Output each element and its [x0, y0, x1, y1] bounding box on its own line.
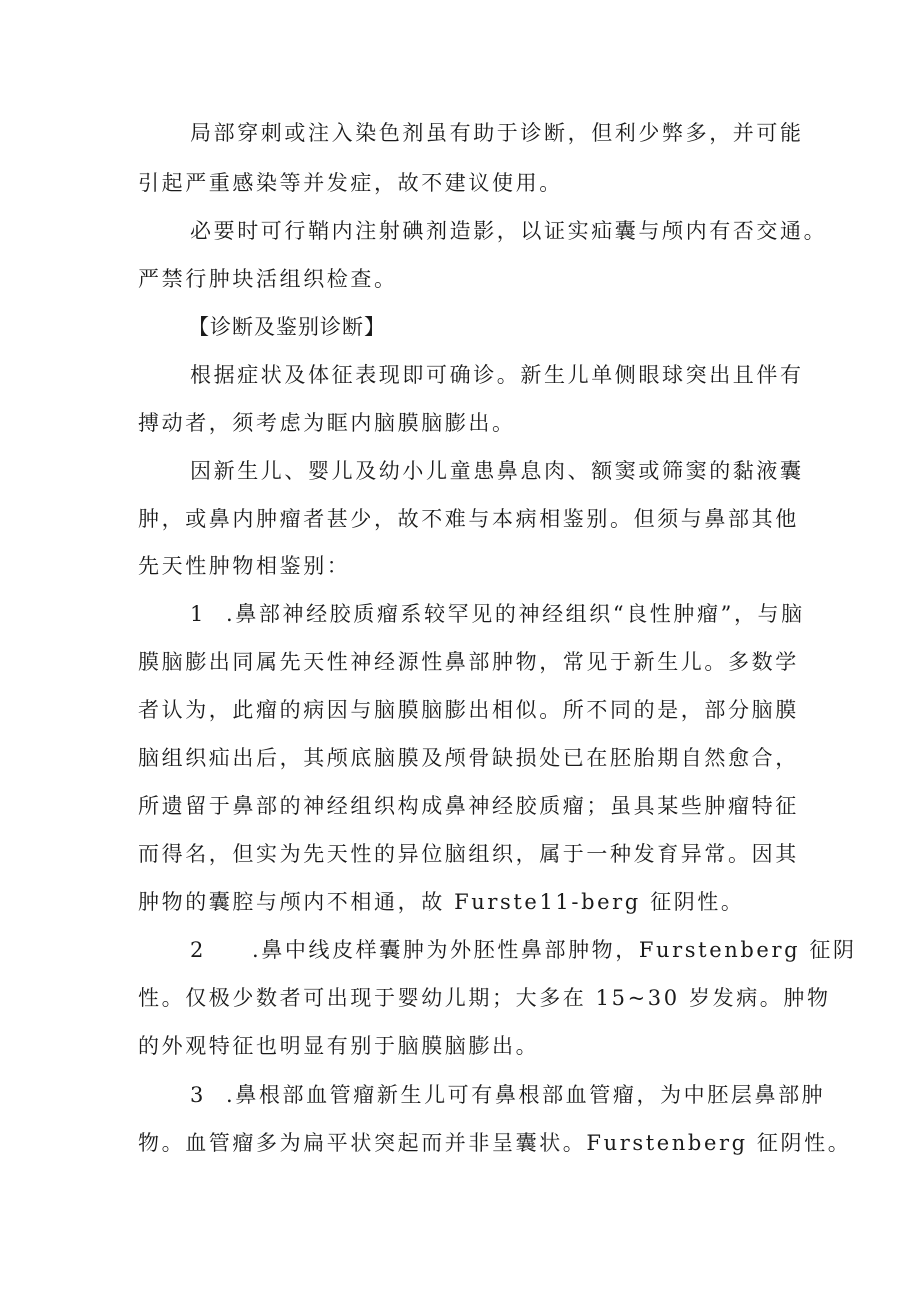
paragraph-line: 肿，或鼻内肿瘤者甚少，故不难与本病相鉴别。但须与鼻部其他	[138, 507, 799, 531]
paragraph-line: 搏动者，须考虑为眶内脑膜脑膨出。	[138, 411, 516, 435]
paragraph-line: 者认为，此瘤的病因与脑膜脑膨出相似。所不同的是，部分脑膜	[138, 698, 799, 722]
list-item-first-line	[190, 935, 870, 965]
paragraph-line: 而得名，但实为先天性的异位脑组织，属于一种发育异常。因其	[138, 842, 799, 866]
paragraph-line: 肿物的囊腔与颅内不相通，故 Furste11-berg 征阴性。	[138, 890, 745, 914]
paragraph-line: 物。血管瘤多为扁平状突起而并非呈囊状。Furstenberg 征阴性。	[138, 1131, 852, 1155]
list-item-text: .鼻部神经胶质瘤系较罕见的神经组织“良性肿瘤”，与脑	[226, 602, 805, 626]
list-item-first-line	[190, 599, 870, 629]
list-item-text: .鼻根部血管瘤新生儿可有鼻根部血管瘤，为中胚层鼻部肿	[226, 1083, 826, 1107]
list-item-number: 1	[190, 602, 206, 626]
paragraph-line: 因新生儿、婴儿及幼小儿童患鼻息肉、额窦或筛窦的黏液囊	[190, 459, 804, 483]
paragraph-line: 根据症状及体征表现即可确诊。新生儿单侧眼球突出且伴有	[190, 363, 804, 387]
paragraph-line: 膜脑膨出同属先天性神经源性鼻部肿物，常见于新生儿。多数学	[138, 650, 799, 674]
paragraph-line: 所遗留于鼻部的神经组织构成鼻神经胶质瘤；虽具某些肿瘤特征	[138, 794, 799, 818]
section-heading: 【诊断及鉴别诊断】	[188, 315, 386, 339]
paragraph-line: 严禁行肿块活组织检查。	[138, 267, 398, 291]
list-item-number: 2	[190, 938, 206, 962]
paragraph-line: 必要时可行鞘内注射碘剂造影，以证实疝囊与颅内有否交通。	[190, 219, 828, 243]
paragraph-line: 引起严重感染等并发症，故不建议使用。	[138, 171, 563, 195]
paragraph-line: 局部穿刺或注入染色剂虽有助于诊断，但利少弊多，并可能	[190, 121, 804, 145]
paragraph-line: 的外观特征也明显有别于脑膜脑膨出。	[138, 1034, 540, 1058]
list-item-first-line	[190, 1080, 870, 1110]
paragraph-line: 先天性肿物相鉴别：	[138, 554, 351, 578]
list-item-text: .鼻中线皮样囊肿为外胚性鼻部肿物，Furstenberg 征阴	[252, 938, 857, 962]
paragraph-line: 性。仅极少数者可出现于婴幼儿期；大多在 15~30 岁发病。肿物	[138, 986, 831, 1010]
list-item-number: 3	[190, 1083, 206, 1107]
paragraph-line: 脑组织疝出后，其颅底脑膜及颅骨缺损处已在胚胎期自然愈合，	[138, 746, 799, 770]
